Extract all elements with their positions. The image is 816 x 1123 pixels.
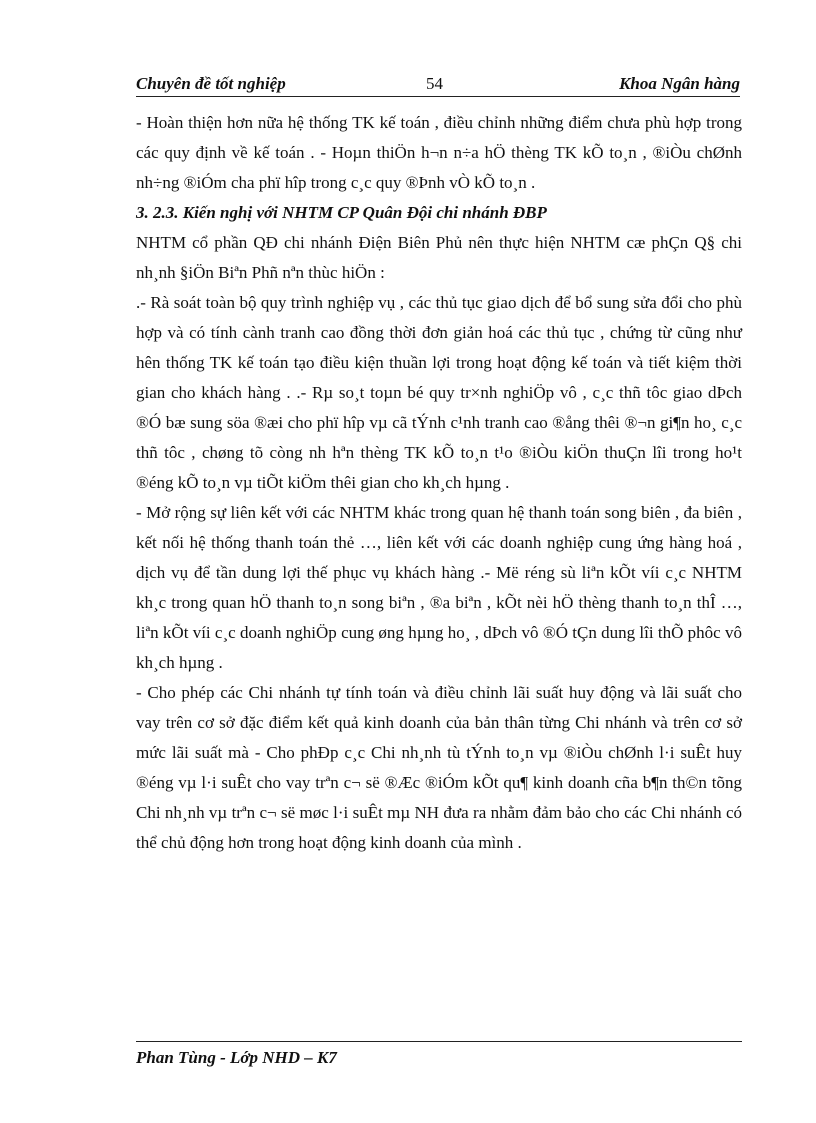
- footer-author: Phan Tùng - Lớp NHD – K7: [136, 1048, 337, 1067]
- header-title: Chuyên đề tốt nghiệp: [136, 74, 286, 93]
- document-body: [136, 108, 742, 858]
- page-number: 54: [426, 74, 443, 93]
- page-footer: [136, 1041, 742, 1068]
- section-heading: 3. 2.3. Kiến nghị với NHTM CP Quân Đội chi nhánh ĐBP: [136, 203, 547, 222]
- paragraph: - Cho phép các Chi nhánh tự tính toán và điều chỉnh lãi suất huy động và lãi suất cho vay trên cơ sở đặc điểm kết quả kinh doanh của bản thân từng Chi nhánh và trên cơ sở mức lãi suất mà - Cho phÐp c¸c Chi nh¸nh tù tÝnh to¸n vµ ®iÒu chØnh l·i suÊt huy ®éng vµ l·i suÊt cho vay trªn c¬ së ®Æc ®iÓm kÕt qu¶ kinh doanh cña b¶n th©n tõng Chi nh¸nh vµ trªn c¬ së møc l·i suÊt mµ NH đưa ra nhằm đảm bảo cho các Chi nhánh có thể chủ động hơn trong hoạt động kinh doanh của mình .: [136, 683, 742, 852]
- paragraph: - Hoàn thiện hơn nữa hệ thống TK kế toán , điều chỉnh những điểm chưa phù hợp trong các quy định về kế toán . - Hoµn thiÖn h¬n n÷a hÖ thèng TK kÕ to¸n , ®iÒu chØnh nh÷ng ®iÓm cha phï hîp trong c¸c quy ®Þnh vÒ kÕ to¸n .: [136, 113, 742, 192]
- paragraph: .- Rà soát toàn bộ quy trình nghiệp vụ , các thủ tục giao dịch để bổ sung sửa đổi cho phù hợp và có tính cành tranh cao đồng thời đơn giản hoá các thủ tục , chứng từ cũng như hên thống TK kế toán tạo điều kiện thuần lợi trong hoạt động kế toán và tiết kiệm thời gian cho khách hàng . .- Rµ so¸t toµn bé quy tr×nh nghiÖp vô , c¸c thñ tôc giao dÞch ®Ó bæ sung söa ®æi cho phï hîp vµ cã tÝnh c¹nh tranh cao ®ång thêi ®¬n gi¶n ho¸ c¸c thñ tôc , chøng tõ còng nh hªn thèng TK kÕ to¸n t¹o ®iÒu kiÖn thuÇn lîi trong ho¹t ®éng kÕ to¸n vµ tiÕt kiÖm thêi gian cho kh¸ch hµng .: [136, 293, 742, 492]
- page-header: [136, 72, 740, 97]
- paragraph: - Mở rộng sự liên kết với các NHTM khác trong quan hệ thanh toán song biên , đa biên , kết nối hệ thống thanh toán thẻ …, liên kết với các doanh nghiệp cung ứng hàng hoá , dịch vụ để tần dung lợi thế phục vụ khách hàng .- Më réng sù liªn kÕt víi c¸c NHTM kh¸c trong quan hÖ thanh to¸n song biªn , ®a biªn , kÕt nèi hÖ thèng thanh to¸n thÎ …, liªn kÕt víi c¸c doanh nghiÖp cung øng hµng ho¸ , dÞch vô ®Ó tÇn dung lîi thÕ phôc vô kh¸ch hµng .: [136, 503, 742, 672]
- paragraph: NHTM cổ phần QĐ chi nhánh Điện Biên Phủ nên thực hiện NHTM cæ phÇn Q§ chi nh¸nh §iÖn Biªn Phñ nªn thùc hiÖn :: [136, 233, 742, 282]
- header-department: Khoa Ngân hàng: [619, 74, 740, 93]
